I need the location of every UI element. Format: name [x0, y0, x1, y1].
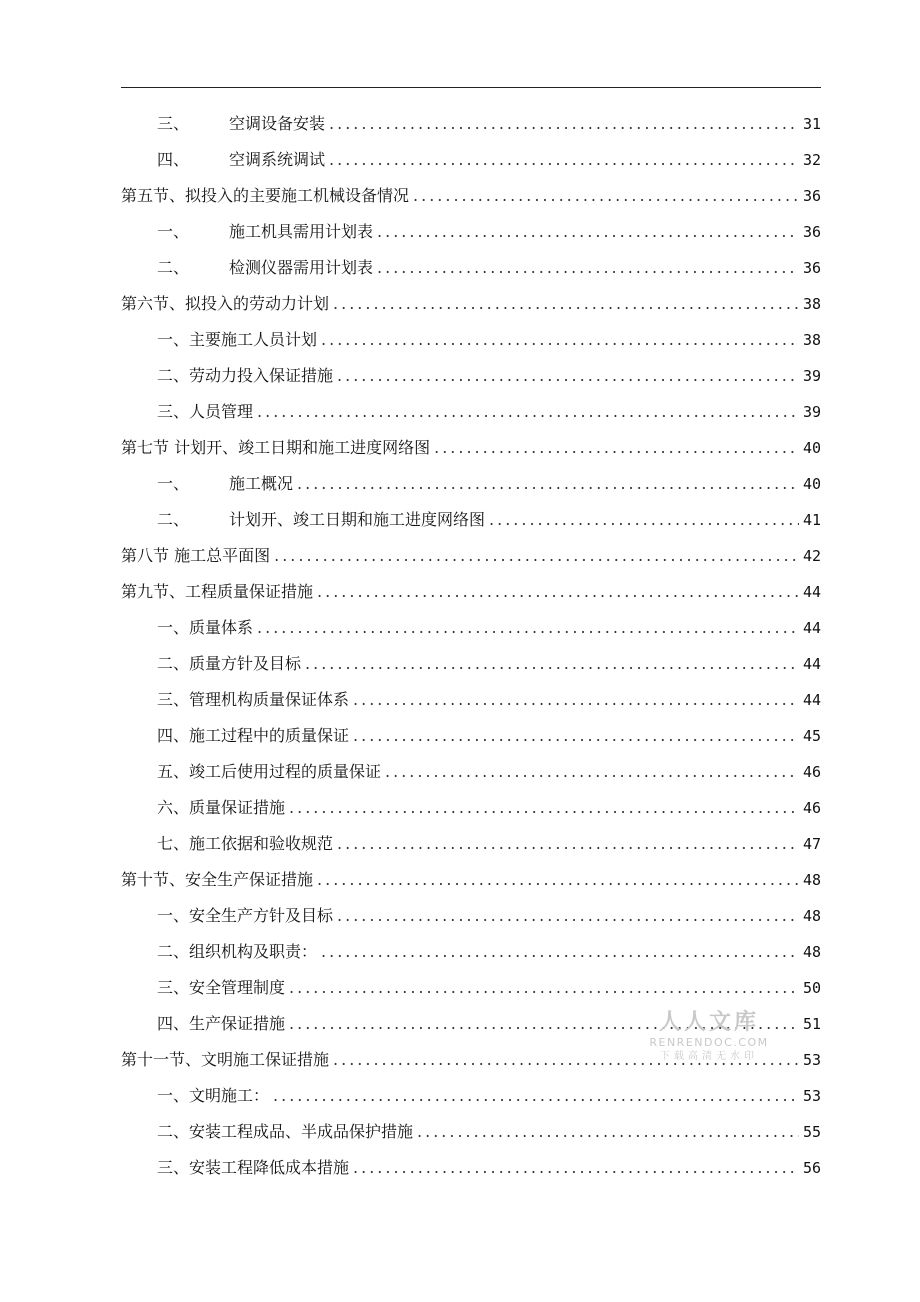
toc-entry[interactable] — [121, 1114, 821, 1150]
toc-page-number: 53 — [802, 1087, 821, 1105]
toc-page-number: 39 — [802, 367, 821, 385]
toc-entry[interactable] — [121, 718, 821, 754]
toc-entry-title: 安装工程成品、半成品保护措施 — [189, 1122, 414, 1141]
toc-entry-label — [121, 574, 313, 610]
toc-dot-leader — [257, 610, 799, 646]
toc-entry-label — [157, 970, 285, 1006]
toc-page-number: 44 — [802, 583, 821, 601]
toc-entry-label — [157, 394, 253, 430]
toc-entry-label — [157, 106, 325, 142]
toc-entry-title: 安装工程降低成本措施 — [189, 1158, 350, 1177]
toc-entry[interactable] — [121, 142, 821, 178]
toc-entry[interactable] — [121, 250, 821, 286]
toc-entry-label — [121, 862, 313, 898]
toc-entry-title: 管理机构质量保证体系 — [189, 690, 350, 709]
toc-entry-title: 生产保证措施 — [189, 1014, 286, 1033]
toc-entry-title: 文明施工： — [189, 1086, 270, 1105]
toc-entry-number: 六、 — [157, 798, 190, 817]
toc-page-number: 55 — [802, 1123, 821, 1141]
toc-entry-number: 三、 — [157, 690, 190, 709]
toc-entry-title: 质量体系 — [189, 618, 254, 637]
toc-entry-title: 计划开、竣工日期和施工进度网络图 — [229, 510, 486, 529]
toc-entry-title: 安全管理制度 — [189, 978, 286, 997]
toc-page-number: 48 — [802, 871, 821, 889]
toc-dot-leader — [321, 322, 799, 358]
toc-page-number: 42 — [802, 547, 821, 565]
toc-entry-number: 四、 — [157, 1014, 190, 1033]
watermark — [644, 1010, 774, 1063]
toc-dot-leader — [377, 214, 799, 250]
toc-entry-number: 一、 — [157, 474, 190, 493]
toc-dot-leader — [353, 682, 799, 718]
toc-entry-title: 组织机构及职责： — [189, 942, 318, 961]
toc-page-number: 46 — [802, 763, 821, 781]
toc-page-number: 56 — [802, 1159, 821, 1177]
toc-entry-label — [157, 718, 349, 754]
toc-page-number: 31 — [802, 115, 821, 133]
toc-entry-title: 安全生产保证措施 — [185, 870, 314, 889]
toc-entry-number: 第七节 — [121, 438, 170, 457]
toc-entry-label — [157, 358, 333, 394]
toc-entry-title: 空调设备安装 — [229, 114, 326, 133]
toc-page-number: 38 — [802, 295, 821, 313]
toc-entry[interactable] — [121, 358, 821, 394]
toc-page-number: 44 — [802, 655, 821, 673]
toc-entry[interactable] — [121, 178, 821, 214]
toc-dot-leader — [337, 358, 799, 394]
toc-entry-number: 二、 — [157, 258, 190, 277]
toc-dot-leader — [434, 430, 799, 466]
toc-dot-leader — [257, 394, 799, 430]
toc-dot-leader — [329, 142, 799, 178]
toc-entry[interactable] — [121, 502, 821, 538]
toc-entry-title: 计划开、竣工日期和施工进度网络图 — [174, 438, 431, 457]
toc-dot-leader — [289, 970, 799, 1006]
toc-entry-title: 施工概况 — [229, 474, 294, 493]
toc-entry-number: 第五节、 — [121, 186, 186, 205]
toc-entry-label — [157, 1078, 269, 1114]
toc-dot-leader — [337, 898, 799, 934]
toc-entry-title: 竣工后使用过程的质量保证 — [189, 762, 382, 781]
toc-entry-number: 第十节、 — [121, 870, 186, 889]
toc-page-number: 41 — [802, 511, 821, 529]
toc-page-number: 39 — [802, 403, 821, 421]
watermark-slogan: 下载高清无水印 — [660, 1051, 758, 1062]
toc-dot-leader — [385, 754, 799, 790]
toc-page-number: 44 — [802, 619, 821, 637]
toc-entry-label — [157, 754, 381, 790]
toc-entry-number: 一、 — [157, 222, 190, 241]
toc-entry[interactable] — [121, 610, 821, 646]
toc-entry-number: 第八节 — [121, 546, 170, 565]
toc-entry-label — [157, 898, 333, 934]
toc-entry-number: 二、 — [157, 1122, 190, 1141]
toc-page-number: 51 — [802, 1015, 821, 1033]
toc-entry-label — [121, 430, 430, 466]
toc-page-number: 36 — [802, 223, 821, 241]
toc-page-number: 48 — [802, 907, 821, 925]
toc-entry-title: 工程质量保证措施 — [185, 582, 314, 601]
toc-entry[interactable] — [121, 466, 821, 502]
toc-page-number: 46 — [802, 799, 821, 817]
toc-entry-number: 二、 — [157, 366, 190, 385]
toc-dot-leader — [333, 286, 799, 322]
toc-entry-title: 人员管理 — [189, 402, 254, 421]
toc-entry-label — [157, 610, 253, 646]
toc-entry-number: 第六节、 — [121, 294, 186, 313]
toc-page-number: 40 — [802, 439, 821, 457]
toc-entry-number: 一、 — [157, 1086, 190, 1105]
toc-entry-number: 三、 — [157, 978, 190, 997]
toc-entry-number: 第十一节、 — [121, 1050, 202, 1069]
toc-entry-title: 施工过程中的质量保证 — [189, 726, 350, 745]
toc-entry-label — [157, 682, 349, 718]
watermark-title: 人人文库 — [658, 1010, 759, 1035]
toc-entry[interactable] — [121, 322, 821, 358]
toc-dot-leader — [297, 466, 799, 502]
toc-entry-number: 一、 — [157, 330, 190, 349]
toc-entry-title: 劳动力投入保证措施 — [189, 366, 334, 385]
toc-entry-number: 二、 — [157, 942, 190, 961]
toc-page-number: 44 — [802, 691, 821, 709]
toc-page-number: 36 — [802, 187, 821, 205]
toc-dot-leader — [413, 178, 799, 214]
toc-entry-label — [121, 286, 329, 322]
toc-entry[interactable] — [121, 826, 821, 862]
toc-dot-leader — [317, 574, 799, 610]
toc-entry[interactable] — [121, 538, 821, 574]
toc-page-number: 40 — [802, 475, 821, 493]
toc-entry[interactable] — [121, 286, 821, 322]
toc-entry-number: 二、 — [157, 510, 190, 529]
toc-page-number: 53 — [802, 1051, 821, 1069]
toc-entry[interactable] — [121, 646, 821, 682]
toc-entry-number: 第九节、 — [121, 582, 186, 601]
toc-entry-label — [121, 538, 270, 574]
toc-dot-leader — [417, 1114, 799, 1150]
toc-entry-number: 三、 — [157, 1158, 190, 1177]
toc-entry-title: 安全生产方针及目标 — [189, 906, 334, 925]
toc-entry-label — [157, 790, 285, 826]
toc-page-number: 32 — [802, 151, 821, 169]
toc-entry-title: 质量保证措施 — [189, 798, 286, 817]
toc-entry-label — [157, 934, 317, 970]
toc-entry-label — [121, 178, 409, 214]
toc-entry-label — [157, 1114, 413, 1150]
toc-entry-title: 拟投入的主要施工机械设备情况 — [185, 186, 410, 205]
toc-dot-leader — [305, 646, 799, 682]
toc-entry-title: 主要施工人员计划 — [189, 330, 318, 349]
toc-entry-label — [157, 250, 373, 286]
toc-dot-leader — [329, 106, 799, 142]
toc-dot-leader — [317, 862, 799, 898]
toc-entry-number: 五、 — [157, 762, 190, 781]
toc-entry[interactable] — [121, 574, 821, 610]
toc-entry-label — [121, 1042, 329, 1078]
toc-entry-label — [157, 214, 373, 250]
toc-entry-title: 施工总平面图 — [174, 546, 271, 565]
toc-entry[interactable] — [121, 394, 821, 430]
toc-entry-number: 七、 — [157, 834, 190, 853]
toc-entry-number: 一、 — [157, 906, 190, 925]
toc-entry[interactable] — [121, 214, 821, 250]
toc-entry[interactable] — [121, 898, 821, 934]
toc-entry-label — [157, 646, 301, 682]
toc-dot-leader — [337, 826, 799, 862]
toc-entry[interactable] — [121, 934, 821, 970]
toc-entry-title: 文明施工保证措施 — [201, 1050, 330, 1069]
toc-entry-number: 四、 — [157, 726, 190, 745]
toc-entry-label — [157, 322, 317, 358]
toc-entry[interactable] — [121, 862, 821, 898]
toc-entry[interactable] — [121, 1078, 821, 1114]
toc-entry-label — [157, 466, 293, 502]
toc-dot-leader — [289, 790, 799, 826]
toc-entry-title: 施工依据和验收规范 — [189, 834, 334, 853]
toc-entry[interactable] — [121, 970, 821, 1006]
toc-dot-leader — [274, 538, 799, 574]
toc-entry-title: 空调系统调试 — [229, 150, 326, 169]
toc-dot-leader — [321, 934, 799, 970]
toc-entry[interactable] — [121, 682, 821, 718]
toc-page-number: 48 — [802, 943, 821, 961]
toc-dot-leader — [273, 1078, 799, 1114]
toc-entry-label — [157, 826, 333, 862]
toc-entry-label — [157, 142, 325, 178]
toc-dot-leader — [353, 1150, 799, 1186]
toc-entry[interactable] — [121, 790, 821, 826]
toc-dot-leader — [353, 718, 799, 754]
toc-entry-number: 三、 — [157, 402, 190, 421]
toc-entry-number: 一、 — [157, 618, 190, 637]
toc-entry-title: 施工机具需用计划表 — [229, 222, 374, 241]
toc-dot-leader — [489, 502, 799, 538]
toc-page-number: 50 — [802, 979, 821, 997]
toc-dot-leader — [377, 250, 799, 286]
toc-entry-title: 质量方针及目标 — [189, 654, 302, 673]
toc-entry[interactable] — [121, 1150, 821, 1186]
toc-entry[interactable] — [121, 754, 821, 790]
toc-entry-title: 检测仪器需用计划表 — [229, 258, 374, 277]
toc-entry-title: 拟投入的劳动力计划 — [185, 294, 330, 313]
header-rule — [121, 87, 821, 88]
toc-entry[interactable] — [121, 430, 821, 466]
toc-entry-number: 三、 — [157, 114, 190, 133]
toc-entry[interactable] — [121, 106, 821, 142]
toc-page-number: 36 — [802, 259, 821, 277]
watermark-domain: RENRENDOC.COM — [649, 1036, 769, 1049]
toc-page-number: 47 — [802, 835, 821, 853]
toc-entry-label — [157, 1150, 349, 1186]
toc-entry-label — [157, 502, 485, 538]
toc-entry-label — [157, 1006, 285, 1042]
toc-page-number: 38 — [802, 331, 821, 349]
toc-entry-number: 四、 — [157, 150, 190, 169]
toc-page-number: 45 — [802, 727, 821, 745]
toc-entry-number: 二、 — [157, 654, 190, 673]
